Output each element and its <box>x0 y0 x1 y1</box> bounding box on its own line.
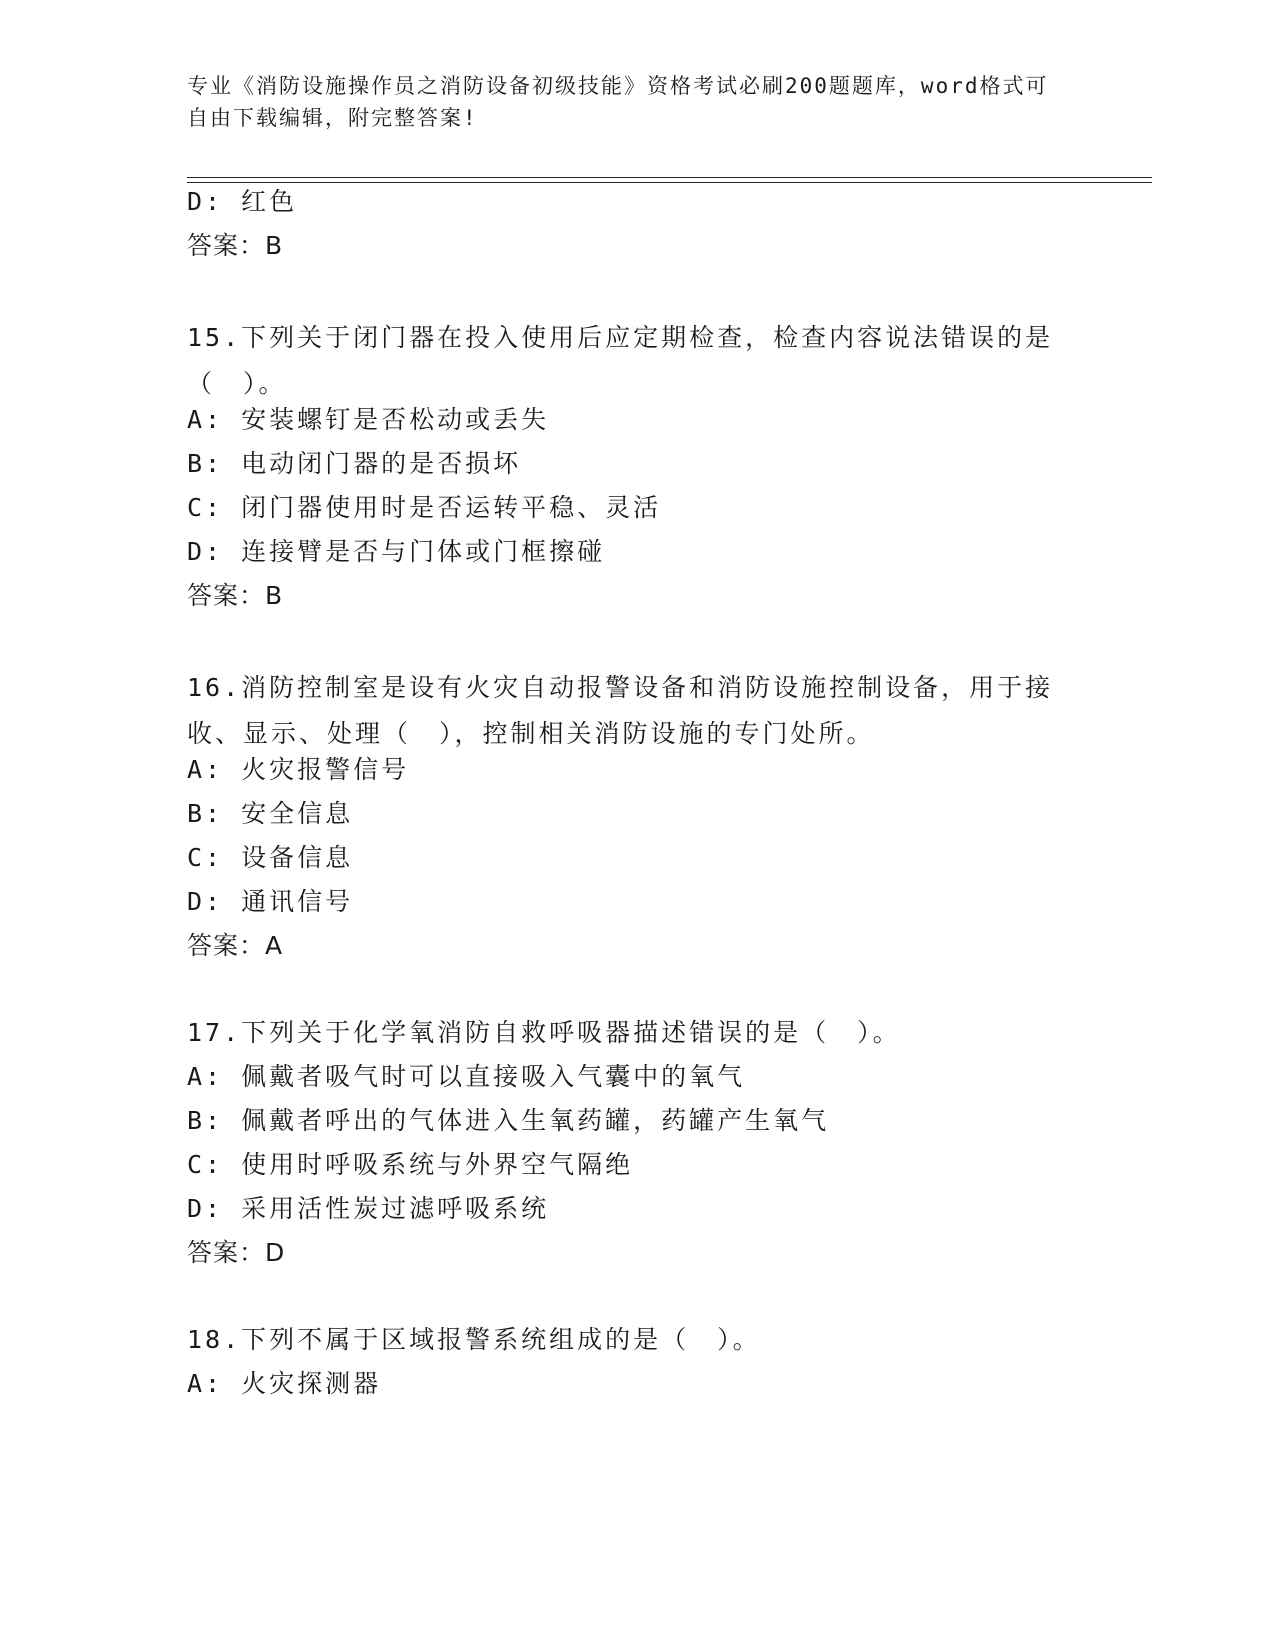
question-16-option-d: D: 通讯信号 <box>187 887 354 916</box>
question-18-title: 18.下列不属于区域报警系统组成的是（ ）。 <box>187 1325 761 1354</box>
question-15-option-b: B: 电动闭门器的是否损坏 <box>187 449 522 478</box>
question-17-answer: 答案：D <box>187 1238 286 1267</box>
question-15-option-a: A: 安装螺钉是否松动或丢失 <box>187 405 550 434</box>
question-16-title: 16.消防控制室是设有火灾自动报警设备和消防设施控制设备，用于接收、显示、处理（ ），控制相关消防设施的专门处所。 <box>187 673 1054 748</box>
document-header: 专业《消防设施操作员之消防设备初级技能》资格考试必刷200题题库，word格式可自由下载编辑，附完整答案! <box>187 74 1049 130</box>
prev-answer: 答案：B <box>187 231 284 260</box>
question-17-option-b: B: 佩戴者呼出的气体进入生氧药罐，药罐产生氧气 <box>187 1106 830 1135</box>
question-15-title: 15.下列关于闭门器在投入使用后应定期检查，检查内容说法错误的是（ ）。 <box>187 323 1054 398</box>
question-17-option-a: A: 佩戴者吸气时可以直接吸入气囊中的氧气 <box>187 1062 746 1091</box>
question-16-answer: 答案：A <box>187 931 284 960</box>
question-17-title: 17.下列关于化学氧消防自救呼吸器描述错误的是（ ）。 <box>187 1018 901 1047</box>
prev-option-d: D: 红色 <box>187 187 298 216</box>
question-16-option-c: C: 设备信息 <box>187 843 354 872</box>
question-15-option-d: D: 连接臂是否与门体或门框擦碰 <box>187 537 606 566</box>
question-15-answer: 答案：B <box>187 581 284 610</box>
question-15-option-c: C: 闭门器使用时是否运转平稳、灵活 <box>187 493 662 522</box>
question-17-option-d: D: 采用活性炭过滤呼吸系统 <box>187 1194 550 1223</box>
header-divider-bottom <box>187 182 1152 183</box>
header-divider-top <box>187 177 1152 178</box>
question-17-option-c: C: 使用时呼吸系统与外界空气隔绝 <box>187 1150 634 1179</box>
question-16-option-a: A: 火灾报警信号 <box>187 755 410 784</box>
question-18-option-a: A: 火灾探测器 <box>187 1369 382 1398</box>
question-16-option-b: B: 安全信息 <box>187 799 354 828</box>
